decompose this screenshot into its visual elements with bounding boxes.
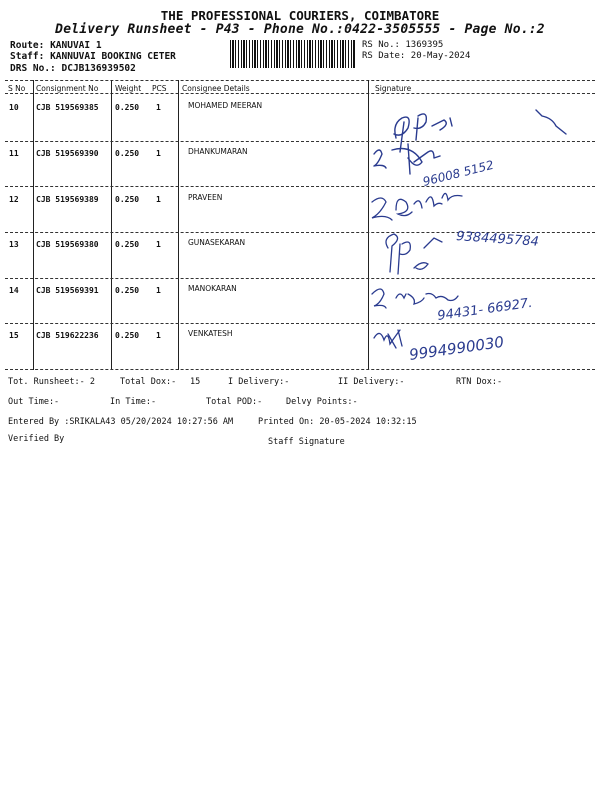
row-weight: 0.250 [115,331,140,340]
drs-line [10,63,136,74]
row-consignee: GUNASEKARAN [188,238,246,247]
route-label: Route: [10,40,45,51]
table-bottom-rule [5,369,595,370]
rtn-dox: RTN Dox:- [456,377,503,387]
drs-value: DCJB136939502 [61,63,136,74]
row-sno: 13 [9,240,19,249]
total-pod: Total POD:- [206,397,263,407]
table-header-rule [5,93,595,94]
row-pcs: 1 [156,103,161,112]
rs-date-value: 20-May-2024 [410,51,471,61]
handwritten-phone: 96008 5152 [421,157,496,189]
row-consignment: CJB 519569380 [36,240,99,249]
total-dox-value: 15 [190,377,201,387]
drs-label: DRS No.: [10,63,56,74]
signature-mark [394,114,452,152]
rs-date-line [362,51,470,61]
route-line [10,40,102,51]
row-consignee: MANOKARAN [188,284,237,293]
signature-mark [372,193,462,220]
row-pcs: 1 [156,331,161,340]
row-consignment: CJB 519622236 [36,331,99,340]
staff-signature: Staff Signature [268,437,345,447]
route-value: KANUVAI 1 [50,40,102,51]
col-divider [178,80,179,370]
row-sno: 15 [9,331,19,340]
row-sno: 10 [9,103,19,112]
col-header-consignee: Consignee Details [182,84,250,93]
handwritten-phone: 94431- 66927. [436,295,534,324]
row-sno: 12 [9,195,19,204]
signature-mark [374,144,440,174]
row-pcs: 1 [156,286,161,295]
staff-line [10,51,176,62]
row-weight: 0.250 [115,195,140,204]
rs-no-line [362,40,443,50]
signature-mark [374,330,402,348]
row-weight: 0.250 [115,240,140,249]
printed-on: Printed On: 20-05-2024 10:32:15 [258,417,417,427]
rs-no-label: RS No.: [362,40,400,50]
row-consignment: CJB 519569389 [36,195,99,204]
company-title: THE PROFESSIONAL COURIERS, COIMBATORE [160,8,440,23]
row-sno: 11 [9,149,19,158]
rs-date-label: RS Date: [362,51,406,61]
col-header-pcs: PCS [152,84,167,93]
row-consignee: VENKATESH [188,329,233,338]
row-sno: 14 [9,286,19,295]
rs-no-value: 1369395 [405,40,444,50]
row-consignee: MOHAMED MEERAN [188,101,263,110]
i-delivery: I Delivery:- [228,377,290,387]
col-divider [111,80,112,370]
handwritten-phone: 9994990030 [408,332,506,364]
col-header-weight: Weight [115,84,142,93]
barcode-image [230,40,356,68]
col-header-sno: S No [8,84,26,93]
row-consignee: DHANKUMARAN [188,147,248,156]
row-consignee: PRAVEEN [188,193,223,202]
row-weight: 0.250 [115,103,140,112]
handwritten-signatures [368,98,600,368]
row-consignment: CJB 519569391 [36,286,99,295]
staff-label: Staff: [10,51,45,62]
delvy-points: Delvy Points:- [286,397,358,407]
col-header-consignment: Consignment No [36,84,99,93]
signature-mark [536,110,566,134]
signature-mark [386,234,442,274]
ii-delivery: II Delivery:- [338,377,405,387]
row-consignment: CJB 519569390 [36,149,99,158]
row-consignment: CJB 519569385 [36,103,99,112]
col-divider [33,80,34,370]
total-dox-label: Total Dox:- [120,377,177,387]
tot-runsheet: Tot. Runsheet:- 2 [8,377,95,387]
verified-by: Verified By [8,434,65,444]
signature-mark [372,289,458,308]
table-top-rule [5,80,595,81]
in-time: In Time:- [110,397,157,407]
out-time: Out Time:- [8,397,60,407]
row-pcs: 1 [156,195,161,204]
row-pcs: 1 [156,149,161,158]
row-weight: 0.250 [115,286,140,295]
row-pcs: 1 [156,240,161,249]
col-header-signature: Signature [375,84,412,93]
row-weight: 0.250 [115,149,140,158]
runsheet-title: Delivery Runsheet - P43 - Phone No.:0422-3505555 - Page No.:2 [55,22,545,37]
staff-value: KANNUVAI BOOKING CETER [50,51,176,62]
entered-by: Entered By :SRIKALA43 05/20/2024 10:27:56 AM [8,417,234,427]
handwritten-phone: 9384495784 [455,229,540,250]
